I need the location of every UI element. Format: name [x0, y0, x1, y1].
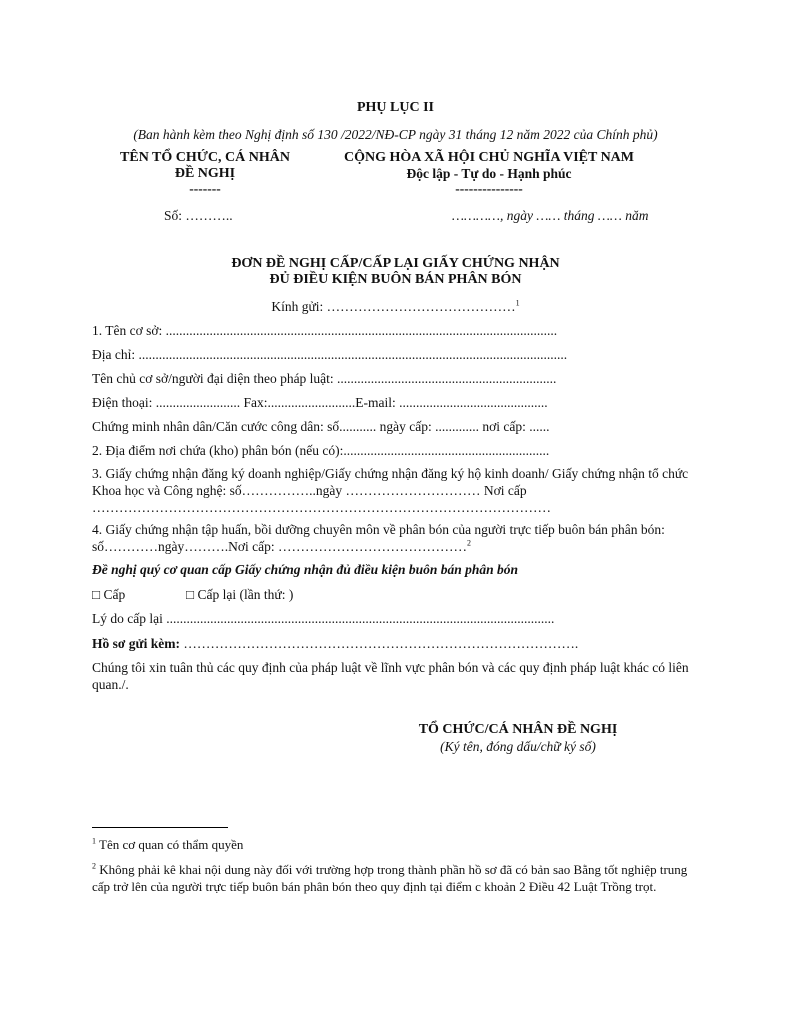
place-date: …………, ngày …… tháng …… năm — [452, 208, 649, 223]
country-dashes: --------------- — [455, 181, 523, 196]
footnote-1 — [92, 836, 702, 853]
signature-title: TỔ CHỨC/CÁ NHÂN ĐỀ NGHỊ — [418, 722, 618, 737]
address-field: Địa chỉ: ............................................................................................................................... — [92, 347, 568, 362]
document-number: Số: ……….. — [164, 208, 233, 223]
training-cert-field — [92, 521, 704, 555]
recipient-text: Kính gửi: …………………………………… — [271, 299, 516, 314]
owner-field: Tên chủ cơ sở/người đại diện theo pháp luật: ................................................................. — [92, 371, 557, 386]
attachments-value: ……………………………………………………………………………. — [179, 636, 579, 651]
request-heading: Đề nghị quý cơ quan cấp Giấy chứng nhận đủ điều kiện buôn bán phân bón — [92, 562, 519, 577]
storage-field: 2. Địa điểm nơi chứa (kho) phân bón (nếu có):............................................................. — [92, 443, 550, 458]
footnote-divider — [92, 827, 228, 828]
org-dashes: ------- — [189, 181, 221, 196]
footnote-2 — [92, 861, 702, 895]
option-reissue-checkbox[interactable]: □ Cấp lại (lần thứ: ) — [186, 587, 294, 602]
form-title-line2: ĐỦ ĐIỀU KIỆN BUÔN BÁN PHÂN BÓN — [269, 272, 522, 287]
footnote-ref-2: 2 — [467, 538, 471, 548]
footnote-2-mark: 2 — [92, 861, 96, 871]
training-cert-text: 4. Giấy chứng nhận tập huấn, bồi dưỡng chuyên môn về phân bón của người trực tiếp buôn bán phân bón: số…………ngày……….Nơi cấp: …………………………………… — [92, 522, 665, 554]
footnote-2-text: Không phải kê khai nội dung này đối với trường hợp trong thành phần hồ sơ đã có bản sao Bằng tốt nghiệp trung cấp trở lên của người trực tiếp buôn bán phân bón theo quy định tại điểm c khoản 2 Điều 42 Luật Trồng trọt. — [92, 862, 688, 894]
country-motto: Độc lập - Tự do - Hạnh phúc — [406, 166, 572, 181]
commitment-text: Chúng tôi xin tuân thủ các quy định của pháp luật về lĩnh vực phân bón và các quy định pháp luật khác có liên quan./. — [92, 660, 689, 692]
org-name-line2: ĐỀ NGHỊ — [174, 166, 236, 181]
signature-note: (Ký tên, đóng dấu/chữ ký số) — [440, 739, 596, 754]
business-cert-field: 3. Giấy chứng nhận đăng ký doanh nghiệp/Giấy chứng nhận đăng ký hộ kinh doanh/ Giấy chứng nhận tổ chức Khoa học và Công nghệ: số……………..ngày ………………………… Nơi cấp ………………………………………………………………………………………… — [92, 466, 689, 515]
reissue-reason-field: Lý do cấp lại ................................................................................................................... — [92, 611, 555, 626]
facility-name-field: 1. Tên cơ sở: .................................................................................................................... — [92, 323, 558, 338]
recipient-line — [0, 299, 791, 315]
attachments-line — [92, 636, 578, 652]
footnote-ref-1: 1 — [515, 298, 520, 308]
country-name: CỘNG HÒA XÃ HỘI CHỦ NGHĨA VIỆT NAM — [343, 150, 634, 165]
footnote-1-mark: 1 — [92, 836, 96, 846]
id-card-field: Chứng minh nhân dân/Căn cước công dân: số........... ngày cấp: ............. nơi cấp: ...... — [92, 419, 550, 434]
org-name-line1: TÊN TỔ CHỨC, CÁ NHÂN — [120, 150, 290, 165]
contact-field: Điện thoại: ......................... Fax:..........................E-mail: ............................................ — [92, 395, 548, 410]
form-title-line1: ĐƠN ĐỀ NGHỊ CẤP/CẤP LẠI GIẤY CHỨNG NHẬN — [231, 256, 560, 271]
footnote-1-text: Tên cơ quan có thẩm quyền — [96, 837, 244, 852]
appendix-title: PHỤ LỤC II — [356, 100, 434, 115]
option-new-checkbox[interactable]: □ Cấp — [92, 587, 126, 602]
attachments-label: Hồ sơ gửi kèm: — [92, 636, 180, 651]
appendix-subtitle: (Ban hành kèm theo Nghị định số 130 /2022/NĐ-CP ngày 31 tháng 12 năm 2022 của Chính phủ) — [133, 127, 658, 142]
